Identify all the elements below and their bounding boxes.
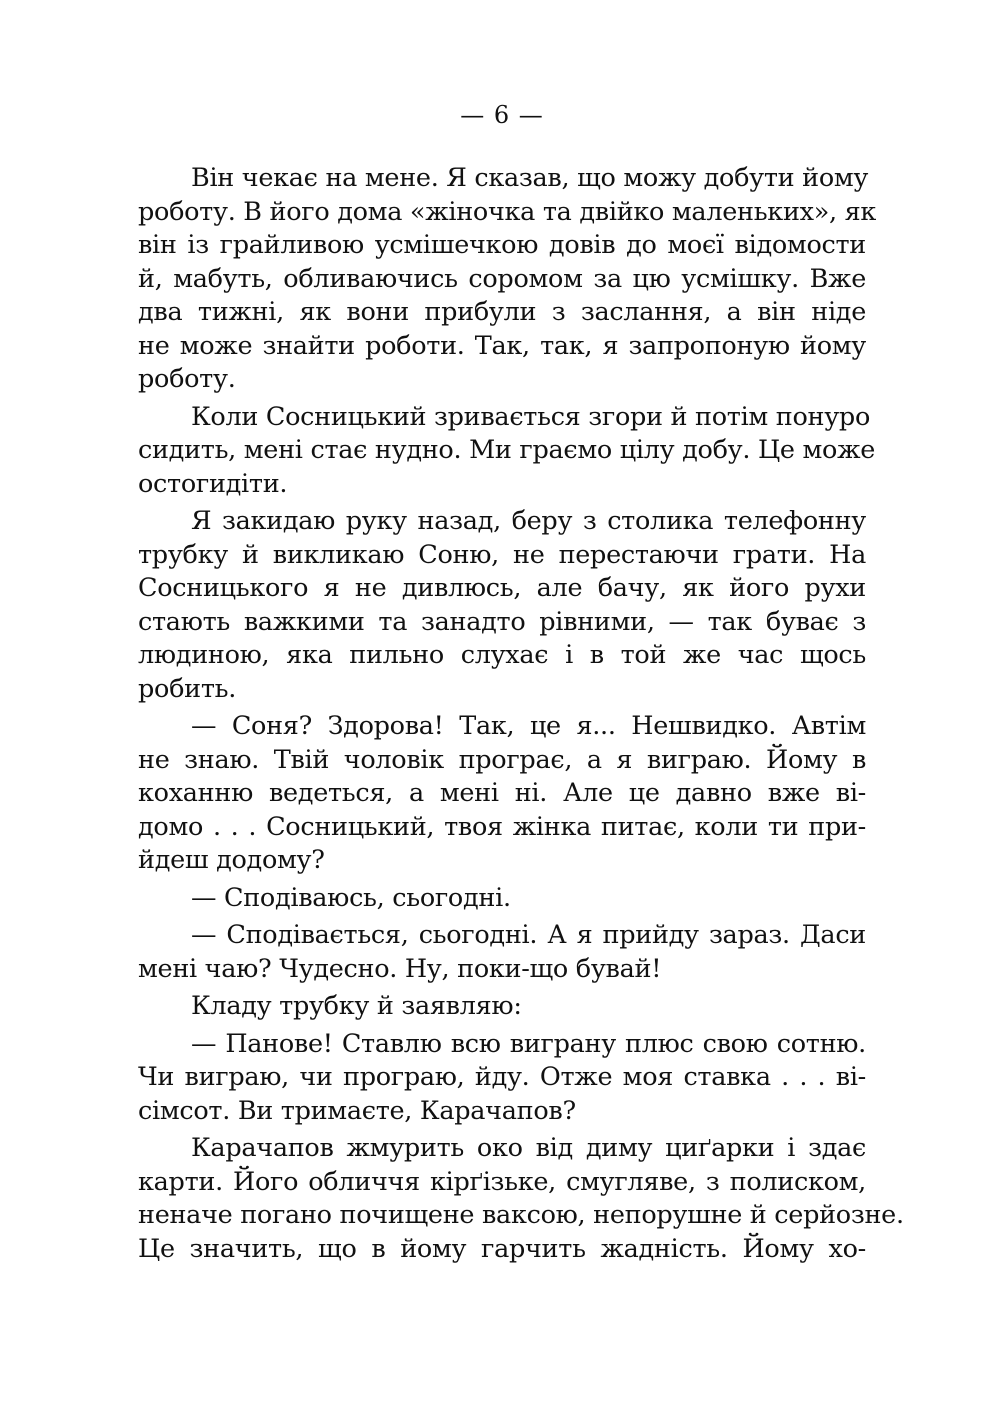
text-line: Це значить, що в йому гарчить жадність. Йому хо- <box>138 1233 866 1264</box>
text-line: карти. Його обличчя кірґізьке, смугляве, з полиском, <box>138 1166 866 1197</box>
text-line: два тижні, як вони прибули з заслання, а він ніде <box>138 297 866 327</box>
text-line: домо . . . Сосницький, твоя жінка питає, коли ти при- <box>138 811 866 842</box>
text-line: остогидіти. <box>138 468 288 499</box>
text-line: — Сподіваюсь, сьогодні. <box>191 882 511 913</box>
text-line: не може знайти роботи. Так, так, я запропоную йому <box>138 330 866 361</box>
text-line: не знаю. Твій чоловік програє, а я виграю. Йому в <box>138 744 866 775</box>
text-line: й, мабуть, обливаючись соромом за цю усмішку. Вже <box>138 263 866 294</box>
paragraph-1 <box>138 162 877 397</box>
text-line: людиною, яка пильно слухає і в той же час щось <box>138 640 866 670</box>
text-line: — Сподівається, сьогодні. А я прийду зараз. Даси <box>191 920 866 950</box>
paragraph-3 <box>138 505 866 706</box>
paragraph-2 <box>138 401 876 502</box>
text-line: роботу. В його дома «жіночка та двійко маленьких», як <box>138 196 877 227</box>
text-line: він із грайливою усмішечкою довів до моєї відомости <box>138 230 866 260</box>
body-text <box>138 162 904 1266</box>
text-line: сидить, мені стає нудно. Ми граємо цілу добу. Це може <box>138 435 876 465</box>
text-line: Сосницького я не дивлюсь, але бачу, як його рухи <box>138 573 866 603</box>
text-line: Коли Сосницький зривається згори й потім понуро <box>191 401 870 432</box>
text-line: неначе погано почищене ваксою, непорушне й серйозне. <box>138 1200 904 1230</box>
text-line: йдеш додому? <box>138 845 325 875</box>
paragraph-7 <box>138 990 866 1024</box>
paragraph-4 <box>138 710 866 878</box>
paragraph-9 <box>138 1132 904 1266</box>
text-line: Карачапов жмурить око від диму циґарки і здає <box>191 1133 866 1163</box>
paragraph-6 <box>138 919 866 986</box>
text-line: стають важкими та занадто рівними, — так буває з <box>138 606 866 637</box>
text-line: Чи виграю, чи програю, йду. Отже моя ставка . . . ві- <box>138 1062 866 1092</box>
text-line: робить. <box>138 673 237 704</box>
text-line: роботу. <box>138 364 236 394</box>
text-line: — Панове! Ставлю всю виграну плюс свою сотню. <box>191 1028 866 1059</box>
text-line: Він чекає на мене. Я сказав, що можу добути йому <box>191 163 869 193</box>
text-line: трубку й викликаю Соню, не перестаючи грати. На <box>138 539 866 570</box>
text-line: Кладу трубку й заявляю: <box>191 991 522 1021</box>
page-number: — 6 — <box>460 101 544 129</box>
text-line: сімсот. Ви тримаєте, Карачапов? <box>138 1095 576 1126</box>
text-line: — Соня? Здорова! Так, це я... Нешвидко. Автім <box>191 711 866 741</box>
paragraph-8 <box>138 1028 866 1129</box>
paragraph-5 <box>138 882 866 916</box>
text-line: коханню ведеться, а мені ні. Але це давно вже ві- <box>138 778 866 808</box>
text-line: мені чаю? Чудесно. Ну, поки-що бувай! <box>138 953 662 984</box>
text-line: Я закидаю руку назад, беру з столика телефонну <box>191 506 866 536</box>
